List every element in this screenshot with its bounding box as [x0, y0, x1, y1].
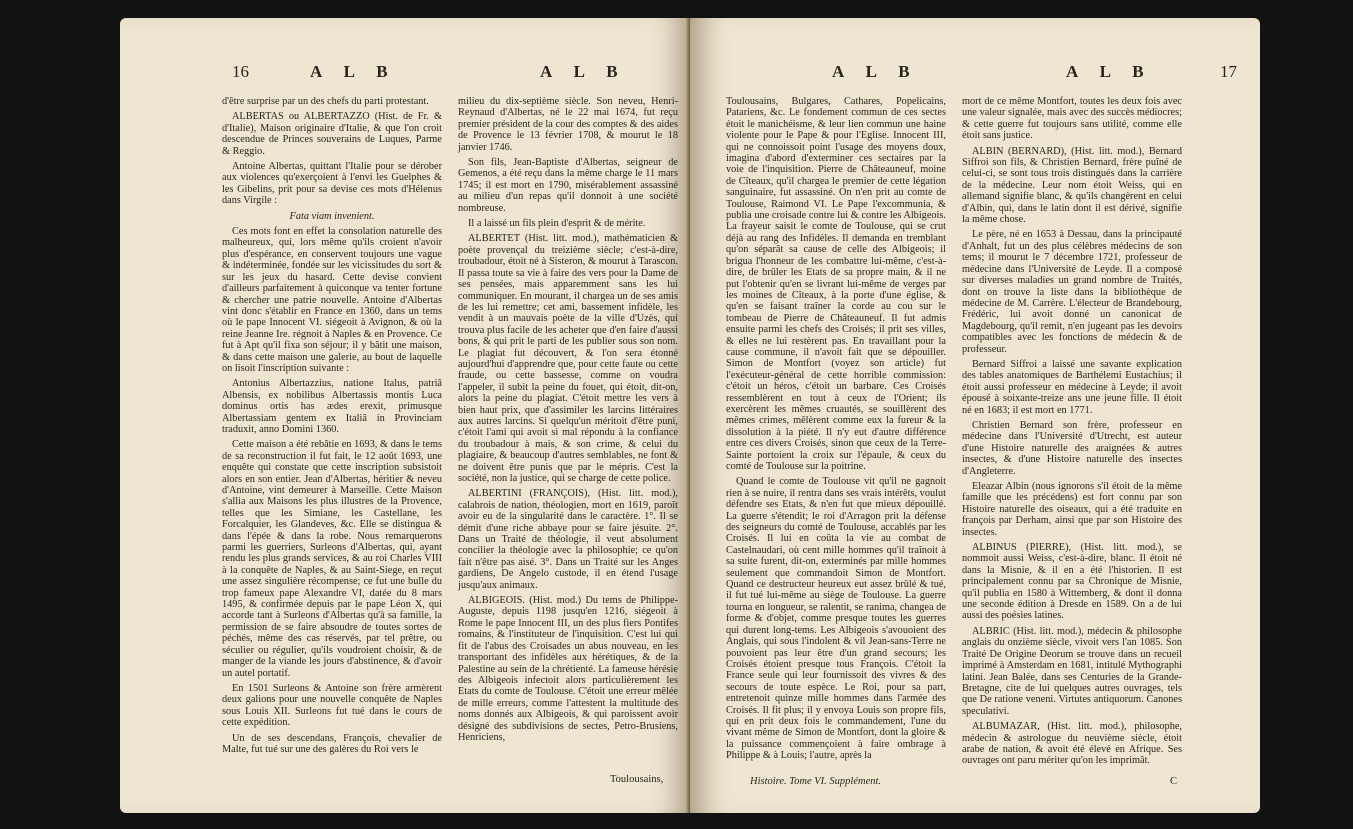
paragraph: mort de ce même Montfort, toutes les deux fois avec une valeur signalée, mais avec des succès médiocres; & cette guerre fut toujours sans utilité, comme elle étoit sans justice.	[962, 96, 1182, 142]
left-page	[120, 18, 690, 813]
paragraph: ALBRIC (Hist. litt. mod.), médecin & philosophe anglais du onzième siècle, vivoit vers l'an 1085. Son Traité De Origine Deorum se trouve dans un recueil imprimé à Amsterdam en 1681, intitulé Mythographi latini. Jean Balée, dans ses Centuries de la Grande-Bretagne, cite de lui quelques autres ouvrages, tels que De ratione veneni. Virtutes antiquorum. Canones speculativi.	[962, 625, 1182, 717]
paragraph: ALBERTET (Hist. litt. mod.), mathématicien & poète provençal du treizième siècle; c'est-à-dire, troubadour, étoit né à Sisteron, & mourut à Tarascon. Il passa toute sa vie à faire des vers pour la Dame de ses pensées, mais apparemment sans les lui communiquer. En mourant, il chargea un de ses amis de les lui remettre; cet ami, bassement infidèle, les vendit à un mauvais poète de la ville d'Uzès, qui trouva plus facile de les acheter que d'en faire d'aussi bons, & qui prit le parti de les publier sous son nom. Le plagiat fut découvert, & l'on sera étonné aujourd'hui d'apprendre que, pour cette faute ou cette fraude, ou cette bassesse, comme on voudra l'appeler, il subit la peine du fouet, qui étoit, dit-on, alors la peine du plagiat. C'étoit mettre les vers à bien haut prix, que d'assimiler les larcins littéraires aux autres larcins. Si quelqu'un méritoit d'être puni, c'étoit l'ami qui avoit si mal répondu à la confiance du troubadour à mais, & son crime, & celui du plagiaire, & beaucoup d'autres semblables, ne font & ne doivent être punis que par le mépris. C'est la société, non la justice, qui se charge de cette police.	[458, 233, 678, 484]
paragraph: Bernard Siffroi a laissé une savante explication des tables anatomiques de Barthélemi Eustachius; il étoit aussi professeur en médecine à Leyde; il avoit épousé à soixante-treize ans une jeune fille. Il étoit né en 1683; il est mort en 1771.	[962, 358, 1182, 416]
running-head-left-2: A L B	[540, 62, 627, 81]
left-page-header	[120, 62, 690, 86]
paragraph: ALBUMAZAR, (Hist. litt. mod.), philosophe, médecin & astrologue du neuvième siècle, étoit arabe de nation, & avoit été élevé en Afrique. Ses ouvrages ont paru mériter qu'on les imprimât.	[962, 721, 1182, 767]
signature-mark: C	[1170, 776, 1178, 787]
left-column-1	[222, 96, 442, 759]
left-column-2	[458, 96, 678, 747]
paragraph: ALBIN (BERNARD), (Hist. litt. mod.), Bernard Siffroi son fils, & Christien Bernard, frère puîné de celui-ci, se sont tous trois distingués dans la carrière de la médecine. Leur nom étoit Weiss, qui en allemand signifie blanc, & qu'ils changèrent en celui d'Albin, qui, dans le latin dont il est dérivé, signifie la même chose.	[962, 145, 1182, 226]
paragraph: En 1501 Surleons & Antoine son frère armèrent deux galions pour une nouvelle conquête de Naples sous Louis XII. Surleons fut tué dans le cours de cette expédition.	[222, 682, 442, 729]
paragraph: Un de ses descendans, François, chevalier de Malte, fut tué sur une des galères du Roi vers le	[222, 732, 442, 755]
right-page	[690, 18, 1260, 813]
running-head-left-1: A L B	[310, 62, 397, 81]
paragraph: ALBIGEOIS. (Hist. mod.) Du tems de Philippe-Auguste, depuis 1198 jusqu'en 1216, siégeoit à Rome le pape Innocent III, un des plus fiers Pontifes romains, & l'instituteur de l'inquisition. C'est lui qui fit de l'abus des Croisades un abus nouveau, en les transportant des infidèles aux hérétiques, & de la Palestine au sein de la chrétienté. La fameuse hérésie des Albigeois infectoit alors particulièrement les Etats du comte de Toulouse. C'étoit une erreur mêlée de mille erreurs, comme l'attestent la multitude des noms donnés aux Albigeois, & qui paroissent avoir désigné des subdivisions de sectes, Petro-Brusiens, Henriciens,	[458, 595, 678, 743]
paragraph: Quand le comte de Toulouse vit qu'il ne gagnoit rien à se nuire, il rentra dans ses vrais intérêts, voulut défendre ses Etats, & n'en fut que mieux dépouillé. La guerre s'étendit; le roi d'Arragon prit la défense des seigneurs du comté de Toulouse, accablés par les Croisés. Il lui en coûta la vie au combat de Castelnaudari, où cent mille hommes qu'il traînoit à sa suite furent, dit-on, exterminés par mille hommes seulement que commandoit Simon de Montfort. Quand ce destructeur heureux eut assez brûlé & tué, il fut tué lui-même au siège de Toulouse. La guerre tourna en longueur, se ralentit, se ranima, changea de forme & d'objet, comme presque toutes les guerres qui durent long-tems. Les Albigeois s'avouoient des Anglais, qui sous l'indolent & vil Jean-sans-Terre ne pouvoient pas leur être d'un grand secours; les Croisés étoient presque tous François. C'étoit la France seule qui leur fournissoit des vivres & des secours de toute espèce. Le Roi, pour sa part, entretenoit quinze mille hommes dans l'armée des Croisés. Il fit plus; il y envoya Louis son propre fils, qui en prit deux fois le commandement, l'une du vivant même de Simon de Montfort, dont la gloire & la puissance commençoient à faire ombrage à Philippe & à Louis; l'autre, après la	[726, 476, 946, 762]
paragraph: Le père, né en 1653 à Dessau, dans la principauté d'Anhalt, fut un des plus célèbres médecins de son tems; il mourut le 7 décembre 1721, professeur de médecine dans l'Université de Leyde. Il a composé sur diverses maladies un grand nombre de Traités, dont on trouve la liste dans la bibliothèque de médecine de M. Carrère. L'électeur de Brandebourg, Frédéric, lui avoit donné un canonicat de Magdebourg, qu'il remit, n'en jugeant pas les devoirs compatibles avec les fonctions de médecin & de professeur.	[962, 229, 1182, 355]
paragraph: ALBINUS (PIERRE), (Hist. litt. mod.), se nommoit aussi Weiss, c'est-à-dire, blanc. Il étoit né dans la Misnie, & il en a été l'historien. Il est principalement connu par sa Chronique de Misnie, qu'il publia en 1580 à Wittemberg, & dont il donna une seconde édition à Dresde en 1589. On a de lui aussi des poésies latines.	[962, 542, 1182, 622]
paragraph: Son fils, Jean-Baptiste d'Albertas, seigneur de Gemenos, a été reçu dans la même charge le 11 mars 1745; il est mort en 1790, misérablement assassiné au milieu d'un repas qu'il donnoit à une société nombreuse.	[458, 157, 678, 214]
open-book	[120, 18, 1260, 813]
paragraph: Ces mots font en effet la consolation naturelle des malheureux, qui, lors même qu'ils croient n'avoir plus d'espérance, en conservent toujours une vague & indéterminée, fondée sur les vicissitudes du sort & sur les jeux du hasard. Cette devise convient d'ailleurs parfaitement à quiconque va tenter fortune & chercher une patrie nouvelle. Antoine d'Albertas vint donc s'établir en France en 1360, dans un tems où le pape Innocent VI. siégeoit à Avignon, & où la reine Jeanne Ire. régnoit à Naples & en Provence. Ce fut à Apt qu'il fixa son séjour; il y bâtit une maison, & dans cette maison une galerie, au bout de laquelle on lisoit l'inscription suivante :	[222, 226, 442, 374]
paragraph: ALBERTINI (FRANÇOIS), (Hist. litt. mod.), calabrois de nation, théologien, mort en 1619, paroît avoir eu de la singularité dans le caractère. 1°. Il se démit d'une riche abbaye pour se faire jésuite. 2°. Dans un Traité de théologie, il veut absolument concilier la théologie avec la philosophie; ce qu'on fait n'être pas aisé. 3°. Dans un Traité sur les Anges gardiens, De Angelo custode, il en étend l'usage jusqu'aux animaux.	[458, 488, 678, 591]
paragraph: Eleazar Albin (nous ignorons s'il étoit de la même famille que les précédens) est fort connu par son Histoire naturelle des oiseaux, qui a été traduite en françois par Derham, ainsi que par son Histoire des insectes.	[962, 481, 1182, 538]
paragraph: Toulousains, Bulgares, Cathares, Popelicains, Patariens, &c. Le fondement commun de ces sectes étoit le manichéisme, & leur lien commun une haine violente pour le Pape & pour l'Eglise. Innocent III, qui ne connoissoit point l'usage des moyens doux, imagina d'abord d'exterminer ces sectaires par la voie de l'inquisition. Pierre de Châteauneuf, moine de Cîteaux, qu'il chargea le premier de cette légation sanguinaire, fut assassiné. On n'en prit au comte de Toulouse, Raimond VI. Le Pape l'excommunia, & publia une croisade contre lui & contre les Albigeois. La frayeur saisit le comte de Toulouse, qui se crut déjà au rang des Infidèles. Il demanda en tremblant qu'on séparât sa cause de celle des Albigeois; il brigua l'honneur de les combattre lui-même, c'est-à-dire, de brûler les Etats de sa propre main, & il ne put l'obtenir qu'en se livrant lui-même de verges par les moines de Cîteaux, à la porte d'une église, & qu'en se faisant traîner la corde au cou sur le tombeau de Pierre de Châteauneuf. Il fut admis ensuite parmi les chefs des Croisés; il prit ses villes, & elles ne lui restèrent pas. En travaillant pour la cause commune, il n'avoit fait que se dépouiller. Simon de Montfort (voyez son article) fut l'exécuteur-général de cette horrible commission: c'étoit un héros, c'étoit un barbare. Ces Croisés ressemblèrent en tout à ceux de l'Orient; ils exercèrent les mêmes cruautés, se souillèrent des mêmes crimes, mêlèrent comme eux la fureur & la dissolution à la piété. Il n'y eut d'autre différence entre ces divers Croisés, sinon que ceux de la Terre-Sainte portoient la croix sur l'épaule, & ceux du comté de Toulouse sur la poitrine.	[726, 96, 946, 472]
paragraph: Antonius Albertazzius, natione Italus, patriâ Albensis, ex nobilibus Albertassis montis Luca dominus ortis has ædes erexit, primusque Albertassiam gentem ex Italiâ in Provinciam traduxit, anno Domini 1360.	[222, 378, 442, 435]
page-number-left: 16	[232, 62, 249, 81]
signature-line: Histoire. Tome VI. Supplément.	[750, 776, 882, 787]
running-head-right-2: A L B	[1066, 62, 1153, 81]
running-head-right-1: A L B	[832, 62, 919, 81]
paragraph: milieu du dix-septième siècle. Son neveu, Henri-Reynaud d'Albertas, né le 22 mai 1674, fut reçu premier président de la cour des comptes & des aides de Provence le 13 février 1708, & mourut le 18 janvier 1746.	[458, 96, 678, 153]
right-column-2	[962, 96, 1182, 771]
paragraph: d'être surprise par un des chefs du parti protestant.	[222, 96, 429, 107]
paragraph: ALBERTAS ou ALBERTAZZO (Hist. de Fr. & d'Italie), Maison originaire d'Italie, & que l'on croit descendue de Princes souverains de Luques, Parme & Reggio.	[222, 111, 442, 157]
paragraph: Cette maison a été rebâtie en 1693, & dans le tems de sa reconstruction il fut fait, le 12 août 1693, une enquête qui constate que cette inscription subsistoit alors en son entier. Jean d'Albertas, héritier & neveu d'Antoine, vint demeurer à Marseille. Cette Maison s'allia aux Maisons les plus illustres de la Provence, telles que les Simiane, les Castellane, les Forcalquier, les Glandeves, &c. Elle se distingua & dans l'épée & dans la robe. Nous remarquerons parmi les guerriers, Surleons d'Albertas, qui, ayant rendu les plus grands services, & au roi Charles VIII à la conquête de Naples, & au Saint-Siege, en reçut une assez singulière récompense; ce fut une bulle du trop fameux pape Alexandre VI, datée du 8 mars 1495, & confirmée depuis par le pape Léon X, qui accorde tant à Surleons d'Albertas qu'à sa famille, la permission de se faire absoudre de toutes sortes de péchés, même des cas réservés, par tel prêtre, ou séculier ou régulier, qu'ils voudroient choisir, & de manger de la viande les jours d'abstinence, & d'avoir un autel portatif.	[222, 439, 442, 679]
right-column-1	[726, 96, 946, 766]
paragraph: Christien Bernard son frère, professeur en médecine dans l'Université d'Utrecht, est auteur d'une Histoire naturelle des araignées & autres insectes, & d'une Histoire naturelle des insectes d'Angleterre.	[962, 419, 1182, 477]
paragraph: Il a laissé un fils plein d'esprit & de mérite.	[468, 218, 646, 230]
paragraph: Fata viam invenient.	[289, 210, 375, 222]
right-page-header	[690, 62, 1260, 86]
paragraph: Antoine Albertas, quittant l'Italie pour se dérober aux violences qu'exerçoient à l'envi les Guelphes & les Gibelins, prit pour sa devise ces mots d'Hélenus dans Virgile :	[222, 161, 442, 207]
catchword: Toulousains,	[610, 774, 664, 785]
page-number-right: 17	[1220, 62, 1237, 81]
